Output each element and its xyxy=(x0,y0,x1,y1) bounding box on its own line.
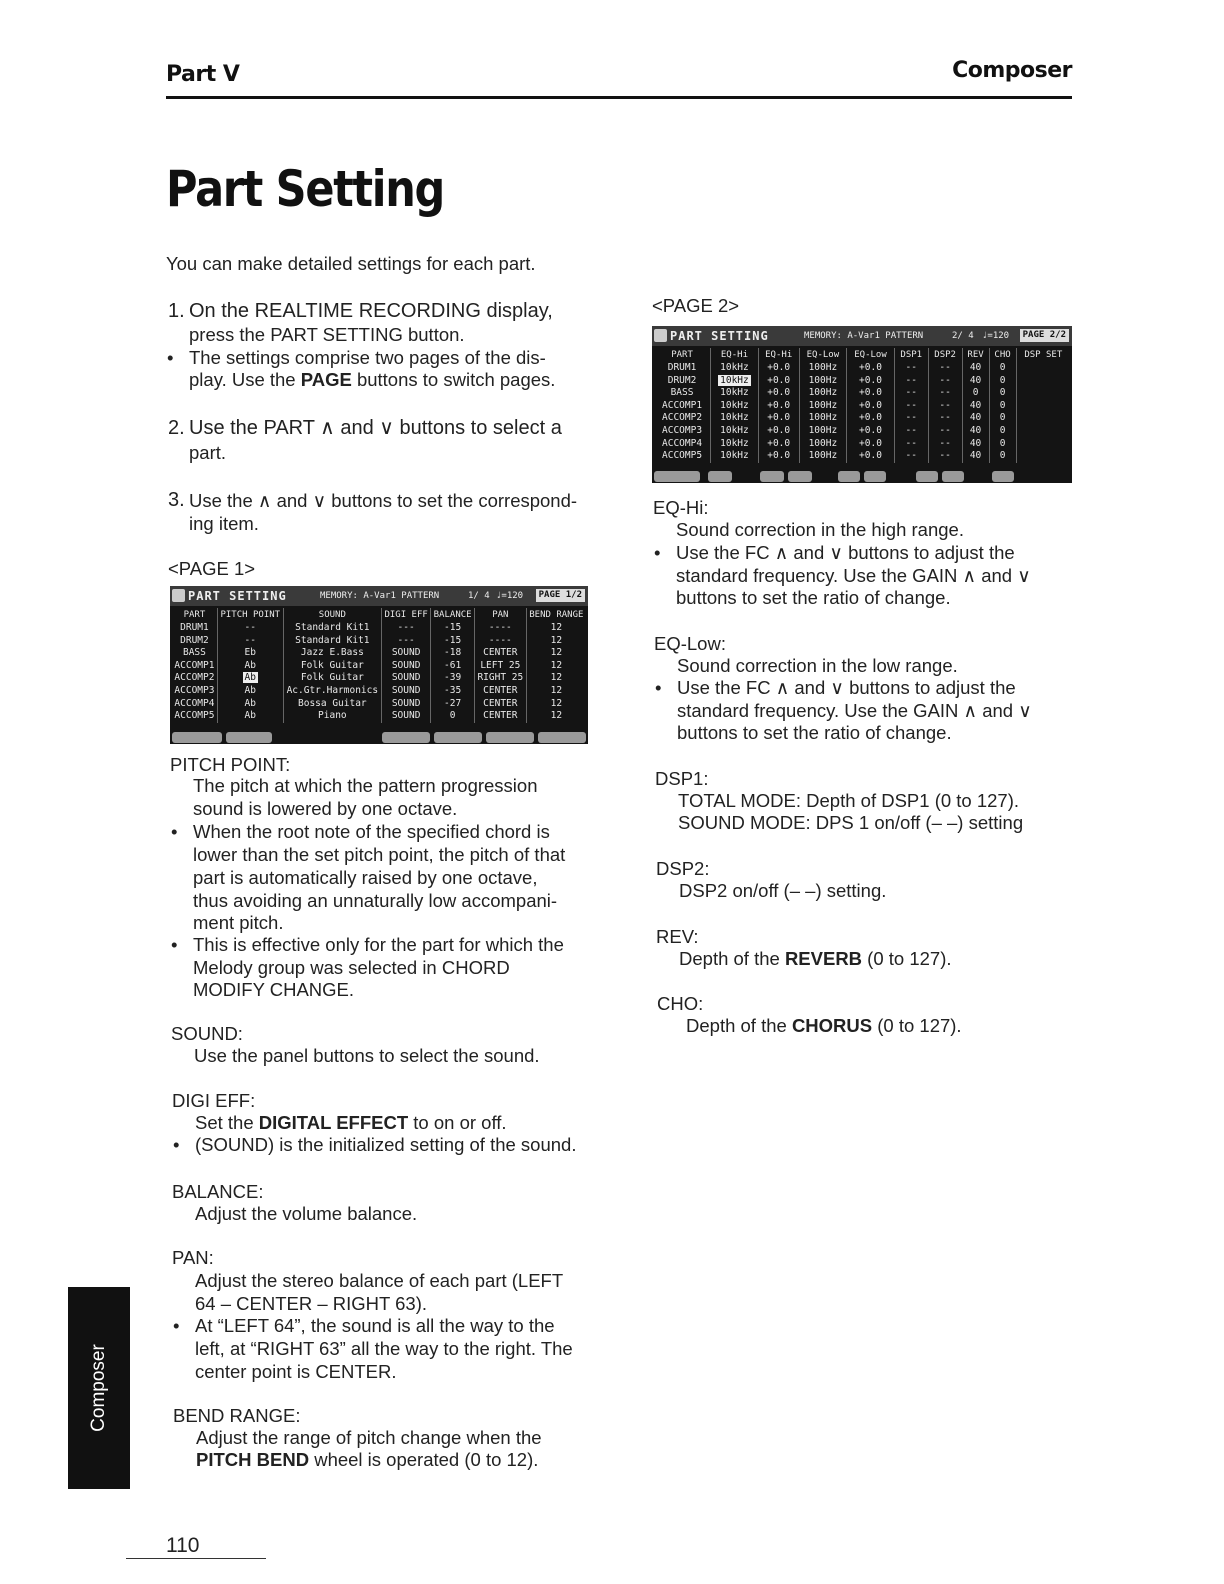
page-number: 110 xyxy=(166,1534,200,1557)
pan-b1: • At “LEFT 64”, the sound is all the way to the xyxy=(195,1314,555,1337)
lcd2-row: ACCOMP1 10kHz +0.0 100Hz +0.0 -- -- 40 0 xyxy=(654,400,1070,413)
lcd2-header: EQ-Hi xyxy=(758,348,799,362)
lcd2-header: EQ-Hi xyxy=(711,348,759,362)
step-3-line1: Use the ∧ and ∨ buttons to set the correspond- xyxy=(189,490,578,511)
lcd1-title: PART SETTING xyxy=(188,589,287,603)
dsp2-label: DSP2: xyxy=(656,858,710,879)
pan-b2: left, at “RIGHT 63” all the way to the right. The xyxy=(195,1338,573,1359)
updown-button[interactable] xyxy=(708,471,732,482)
pitch-point-b2-2: Melody group was selected in CHORD xyxy=(193,957,510,978)
bend-l1: Adjust the range of pitch change when the xyxy=(196,1427,542,1448)
updown-button[interactable] xyxy=(486,732,534,743)
header-rule xyxy=(166,96,1072,99)
lcd2-tempo: ♩=120 xyxy=(982,331,1010,341)
pitch-point-b1-1: • When the root note of the specified chord is xyxy=(193,820,550,843)
lcd1-titlebar xyxy=(170,586,588,606)
lcd2-row: ACCOMP2 10kHz +0.0 100Hz +0.0 -- -- 40 0 xyxy=(654,412,1070,425)
digi-eff-bullet: • (SOUND) is the initialized setting of the sound. xyxy=(195,1133,576,1156)
updown-button[interactable] xyxy=(434,732,482,743)
dsp1-l1: TOTAL MODE: Depth of DSP1 (0 to 127). xyxy=(678,790,1020,811)
pan-l1: Adjust the stereo balance of each part (LEFT xyxy=(195,1270,564,1291)
dsp1-label: DSP1: xyxy=(655,768,709,789)
section-side-tab xyxy=(68,1287,130,1489)
updown-button[interactable] xyxy=(838,471,860,482)
lcd1-row: ACCOMP2 Ab Folk Guitar SOUND -39 RIGHT 25 12 xyxy=(172,672,586,685)
lcd1-button-row xyxy=(170,730,588,744)
eq-low-label: EQ-Low: xyxy=(654,633,726,654)
lcd1-row: DRUM1 -- Standard Kit1 --- -15 ---- 12 xyxy=(172,622,586,635)
step-1-bullet-line2: play. Use the PAGE buttons to switch pages. xyxy=(189,369,556,390)
pitch-point-b1-4: thus avoiding an unnaturally low accompani- xyxy=(193,890,558,911)
lcd2-titlebar xyxy=(652,326,1072,346)
lcd2-row: ACCOMP5 10kHz +0.0 100Hz +0.0 -- -- 40 0 xyxy=(654,450,1070,463)
step-2-line2: part. xyxy=(189,442,227,463)
lcd1-header: SOUND xyxy=(283,608,381,622)
pitch-point-b1-5: ment pitch. xyxy=(193,912,284,933)
pitch-point-b2-3: MODIFY CHANGE. xyxy=(193,979,355,1000)
updown-button[interactable] xyxy=(760,471,784,482)
lcd2-row: ACCOMP3 10kHz +0.0 100Hz +0.0 -- -- 40 0 xyxy=(654,425,1070,438)
lcd1-page-indicator: PAGE 1/2 xyxy=(536,589,585,602)
eq-hi-b2: standard frequency. Use the GAIN ∧ and ∨ xyxy=(676,565,1031,586)
pan-label: PAN: xyxy=(172,1247,214,1268)
pan-l2: 64 – CENTER – RIGHT 63). xyxy=(195,1293,428,1314)
eq-hi-b3: buttons to set the ratio of change. xyxy=(676,587,951,608)
lcd2-header: CHO xyxy=(989,348,1016,362)
balance-text: Adjust the volume balance. xyxy=(195,1203,418,1224)
updown-button[interactable] xyxy=(942,471,964,482)
lcd1-header: BEND RANGE xyxy=(529,609,584,620)
header-section: Composer xyxy=(952,58,1072,83)
updown-button[interactable] xyxy=(172,732,222,743)
lcd2-table xyxy=(654,348,1070,463)
page1-label: <PAGE 1> xyxy=(168,558,256,579)
pitch-point-label: PITCH POINT: xyxy=(170,754,291,775)
part-icon xyxy=(172,589,185,602)
lcd2-row: DRUM1 10kHz +0.0 100Hz +0.0 -- -- 40 0 xyxy=(654,362,1070,375)
lcd2-beat: 2/ 4 xyxy=(952,331,974,341)
updown-button[interactable] xyxy=(538,732,586,743)
lcd1-beat: 1/ 4 xyxy=(468,591,490,601)
eq-hi-label: EQ-Hi: xyxy=(653,497,709,518)
pitch-point-b1-2: lower than the set pitch point, the pitch of that xyxy=(193,844,566,865)
digi-eff-label: DIGI EFF: xyxy=(172,1090,256,1111)
lcd1-row: DRUM2 -- Standard Kit1 --- -15 ---- 12 xyxy=(172,635,586,648)
header-part: Part V xyxy=(166,62,240,87)
lcd1-row: ACCOMP5 Ab Piano SOUND 0 CENTER 12 xyxy=(172,710,586,723)
cho-text: Depth of the CHORUS (0 to 127). xyxy=(686,1015,962,1036)
lcd2-row: BASS 10kHz +0.0 100Hz +0.0 -- -- 0 0 xyxy=(654,387,1070,400)
lcd2-header: EQ-Low xyxy=(847,348,895,362)
page-title: Part Setting xyxy=(166,160,445,218)
eq-low-b2: standard frequency. Use the GAIN ∧ and ∨ xyxy=(677,700,1032,721)
footer-rule xyxy=(126,1558,266,1559)
step-1-line2: press the PART SETTING button. xyxy=(189,324,465,345)
lcd-page2 xyxy=(652,326,1072,483)
side-tab-label: Composer xyxy=(88,1344,109,1432)
lcd1-header: PAN xyxy=(474,608,526,622)
lcd1-header: PART xyxy=(172,608,217,622)
eq-hi-b1: • Use the FC ∧ and ∨ buttons to adjust the xyxy=(676,541,1015,564)
eq-low-b1: • Use the FC ∧ and ∨ buttons to adjust the xyxy=(677,676,1016,699)
lcd2-memory: MEMORY: A-Var1 PATTERN xyxy=(804,331,924,341)
updown-button[interactable] xyxy=(226,732,272,743)
sound-text: Use the panel buttons to select the sound. xyxy=(194,1045,540,1066)
updown-button[interactable] xyxy=(788,471,812,482)
step-1-num: 1. xyxy=(168,300,185,322)
lcd2-header: EQ-Low xyxy=(799,348,847,362)
lcd2-row: DRUM2 10kHz +0.0 100Hz +0.0 -- -- 40 0 xyxy=(654,375,1070,388)
lcd1-row: ACCOMP3 Ab Ac.Gtr.Harmonics SOUND -35 CENTER 12 xyxy=(172,685,586,698)
lcd1-cursor: Ab xyxy=(244,672,256,684)
balance-label: BALANCE: xyxy=(172,1181,264,1202)
step-1-bullet-line1: • The settings comprise two pages of the dis- xyxy=(189,346,546,369)
bend-l2: PITCH BEND wheel is operated (0 to 12). xyxy=(196,1449,539,1470)
pitch-point-b2-1: • This is effective only for the part for which the xyxy=(193,933,564,956)
updown-button[interactable] xyxy=(382,732,430,743)
bend-label: BEND RANGE: xyxy=(173,1405,301,1426)
step-1-line1: On the REALTIME RECORDING display, xyxy=(189,300,553,322)
lcd1-header: DIGI EFF xyxy=(382,608,431,622)
lcd1-row: ACCOMP4 Ab Bossa Guitar SOUND -27 CENTER 12 xyxy=(172,698,586,711)
sound-label: SOUND: xyxy=(171,1023,243,1044)
lcd2-title: PART SETTING xyxy=(670,329,769,343)
lcd2-button-row xyxy=(652,469,1072,483)
rev-label: REV: xyxy=(656,926,699,947)
eq-hi-text: Sound correction in the high range. xyxy=(676,519,964,540)
lcd2-header: PART xyxy=(654,348,711,362)
lcd2-page-indicator: PAGE 2/2 xyxy=(1020,329,1069,342)
step-2-num: 2. xyxy=(168,417,185,439)
step-2-line1: Use the PART ∧ and ∨ buttons to select a xyxy=(189,417,562,439)
dsp1-l2: SOUND MODE: DPS 1 on/off (– –) setting xyxy=(678,812,1024,833)
lcd2-row: ACCOMP4 10kHz +0.0 100Hz +0.0 -- -- 40 0 xyxy=(654,438,1070,451)
updown-button[interactable] xyxy=(864,471,886,482)
lcd1-header: BALANCE xyxy=(431,608,475,622)
lcd1-row: BASS Eb Jazz E.Bass SOUND -18 CENTER 12 xyxy=(172,647,586,660)
pitch-point-p1: The pitch at which the pattern progression xyxy=(193,775,538,796)
pitch-point-b1-3: part is automatically raised by one octave, xyxy=(193,867,538,888)
part-icon xyxy=(654,329,667,342)
step-3-num: 3. xyxy=(168,489,185,511)
lcd2-cursor: 10kHz xyxy=(720,374,749,386)
lcd-page1 xyxy=(170,586,588,744)
intro-text: You can make detailed settings for each part. xyxy=(166,253,536,274)
lcd1-table xyxy=(172,608,586,723)
pan-b3: center point is CENTER. xyxy=(195,1361,397,1382)
lcd1-row: ACCOMP1 Ab Folk Guitar SOUND -61 LEFT 25 12 xyxy=(172,660,586,673)
eq-low-text: Sound correction in the low range. xyxy=(677,655,958,676)
updown-button[interactable] xyxy=(916,471,938,482)
lcd2-header: DSP2 xyxy=(928,348,962,362)
page2-label: <PAGE 2> xyxy=(652,295,740,316)
eq-low-b3: buttons to set the ratio of change. xyxy=(677,722,952,743)
lcd2-header: DSP SET xyxy=(1024,349,1063,360)
cho-label: CHO: xyxy=(657,993,704,1014)
lcd1-tempo: ♩=120 xyxy=(496,591,524,601)
rev-text: Depth of the REVERB (0 to 127). xyxy=(679,948,952,969)
digi-eff-text: Set the DIGITAL EFFECT to on or off. xyxy=(195,1112,507,1133)
updown-button[interactable] xyxy=(654,471,700,482)
updown-button[interactable] xyxy=(992,471,1014,482)
step-3-line2: ing item. xyxy=(189,513,259,534)
pitch-point-p2: sound is lowered by one octave. xyxy=(193,798,458,819)
lcd1-header: PITCH POINT xyxy=(217,608,283,622)
lcd1-memory: MEMORY: A-Var1 PATTERN xyxy=(320,591,440,601)
lcd2-header: REV xyxy=(962,348,989,362)
lcd2-header: DSP1 xyxy=(894,348,928,362)
dsp2-text: DSP2 on/off (– –) setting. xyxy=(679,880,887,901)
